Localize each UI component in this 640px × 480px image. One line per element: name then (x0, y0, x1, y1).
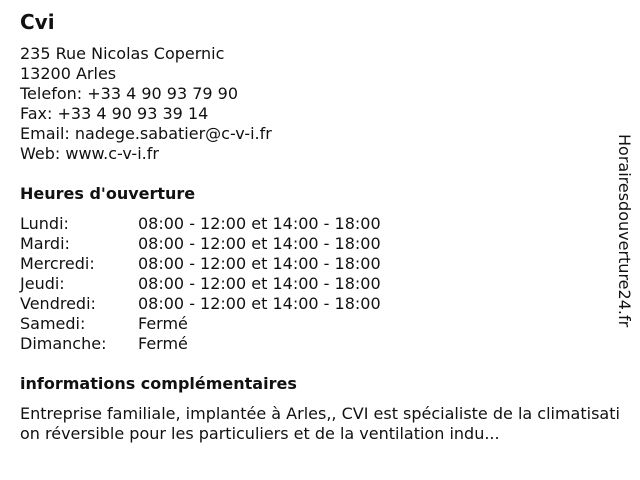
fax-line: Fax: +33 4 90 93 39 14 (20, 104, 209, 123)
business-description: Entreprise familiale, implantée à Arles,, CVI est spécialiste de la climatisation réversible pour les particuliers et de la ventilation indu... (20, 404, 620, 443)
hours-time: 08:00 - 12:00 et 14:00 - 18:00 (138, 274, 381, 293)
hours-time: Fermé (138, 314, 188, 333)
hours-day: Dimanche: (20, 334, 107, 353)
site-watermark: Horairesdouverture24.fr (615, 134, 634, 328)
email-line: Email: nadege.sabatier@c-v-i.fr (20, 124, 272, 143)
hours-time: 08:00 - 12:00 et 14:00 - 18:00 (138, 234, 381, 253)
contact-block (20, 44, 272, 164)
address-street: 235 Rue Nicolas Copernic (20, 44, 225, 63)
additional-info-heading: informations complémentaires (20, 374, 297, 393)
hours-time: 08:00 - 12:00 et 14:00 - 18:00 (138, 294, 381, 313)
hours-day: Lundi: (20, 214, 69, 233)
web-line: Web: www.c-v-i.fr (20, 144, 159, 163)
hours-day: Samedi: (20, 314, 86, 333)
hours-day: Mercredi: (20, 254, 95, 273)
opening-hours-heading: Heures d'ouverture (20, 184, 196, 203)
hours-time: 08:00 - 12:00 et 14:00 - 18:00 (138, 214, 381, 233)
hours-time: Fermé (138, 334, 188, 353)
hours-day: Jeudi: (20, 274, 65, 293)
phone-line: Telefon: +33 4 90 93 79 90 (20, 84, 239, 103)
address-city: 13200 Arles (20, 64, 117, 83)
business-name: Cvi (20, 10, 55, 34)
hours-time: 08:00 - 12:00 et 14:00 - 18:00 (138, 254, 381, 273)
hours-day: Mardi: (20, 234, 70, 253)
hours-day: Vendredi: (20, 294, 96, 313)
